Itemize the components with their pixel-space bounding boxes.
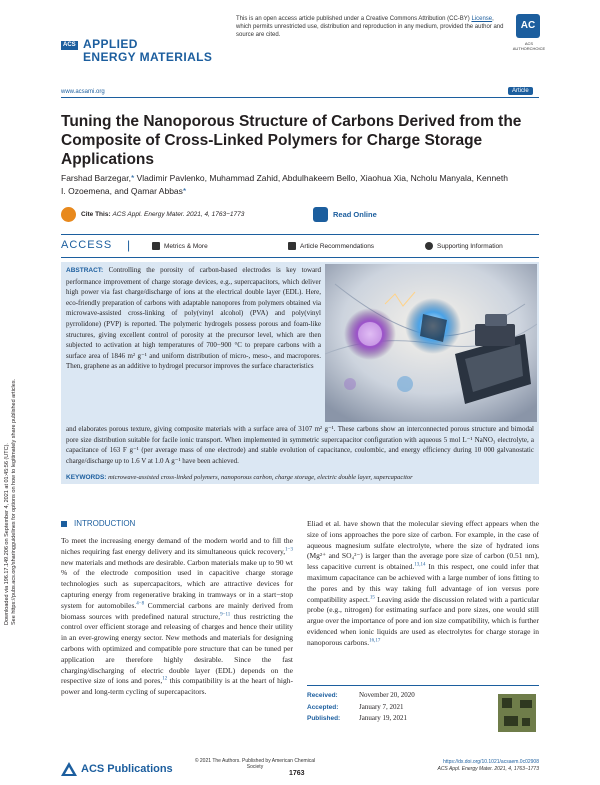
abstract-text-bottom: and elaborates porous texture, giving composite materials with a surface area of 3107 m² g⁻¹. These carbons show an interconnected porous structure and bimodal pore size distribution suitable for facile ionic transport. When implemented in symmetric supercapacitor configuration with aqueous 5 mol L⁻¹ NaNO₃ electrolyte, a capacitance of 163 F g⁻¹ (per average mass of one electrode) and stable evolution of capacitance, coulombic, and energy efficiency during 10 000 galvanostatic charge/discharge up to 1.6 V at 1.0 A g⁻¹ have been achieved. [66,425,534,465]
date-received: Received: November 20, 2020 [307,691,415,699]
reference-link[interactable]: 9−11 [220,612,231,618]
open-access-notice: This is an open access article published under a Creative Commons Attribution (CC-BY) License, which permits unrestricted use, distribution and reproduction in any medium, provided the author and source are cited. [236,16,504,38]
header-rule [61,97,539,98]
download-notice-line2: See https://pubs.acs.org/sharingguidelines for options on how to legitimately share published articles. [11,378,17,625]
journal-logo-line1: APPLIED [83,37,138,51]
section-marker-icon [61,521,67,527]
access-separator: | [127,238,131,252]
supporting-information-link[interactable]: Supporting Information [437,243,503,250]
journal-logo-acs: ACS [63,42,76,48]
body-column-right: Eliad et al. have shown that the molecular sieving effect appears when the size of ions approaches the pore size of carbon. For example, in the case of aqueous magnesium sulfate electrolyte, where the size of hydrated ions (Mg²⁺ and SO₄²⁻) is larger than the average pore size of carbon (0.51 nm), less capacitive current is obtained.$^{13,14}$ In this respect, one could infer that maximum capacitance can be achieved with a large number of ions fitting to the pores and by this way taking full advantage of ion versus pore compatibility aspect.$^{15}$ Leaving aside the discussion related with a particular probe (e.g., nitrogen) for estimating surface and pore sizes, one would still argue over the importance of pore and ion size compatibility, which is further evidenced when ionic liquids are used as electrolytes for charge storage in nanoporous carbons.$^{16,17}$ [307,519,540,647]
access-bar-rule-top [61,234,539,235]
reference-link[interactable]: 4−8 [136,601,145,607]
journal-reference: ACS Appl. Energy Mater. 2021, 4, 1763−1773 [437,765,539,772]
author-list [61,172,511,198]
dates-rule [307,685,539,686]
acs-publications-wordmark[interactable]: ACS Publications [81,763,173,775]
author-choice-badge-icon: AC [516,14,540,38]
article-recommendations-link[interactable]: Article Recommendations [300,243,375,250]
body-column-left: To meet the increasing energy demand of the modern world and to fill the niches requiring fast energy delivery and its simultaneous quick recovery,$^{1-3}$ new materials and methods are desirable. Carbon materials make up to 90 wt % of the electrode composition used in capacitive charge storage technologies such as supercapacitors, which are attractive devices for capturing energy from regenerative braking in tramways or in a start−stop system for automobiles.$^{4-8}$ Commercial carbons are mainly derived from biomass sources with predefined natural structure,$^{9-11}$ thus restricting the control over efficient storage and releasing of charges and hence their utility in an ever-growing energy sector. New methods and materials for designing carbons with optimized and compatible pore structure that can be tuned per application are therefore highly desirable. Since the fast charging/discharging of electric double layer (EDL) depends on the respective size of ions and pores,$^{12}$ this compatibility is at the heart of high-power and long-term cycling of supercapacitors. [61,536,293,697]
reference-link[interactable]: 1−3 [285,547,293,553]
publication-dates [307,690,415,725]
access-bar-rule-bottom [61,257,539,258]
footer-citation [432,759,539,772]
article-type-tag: Article [508,87,533,95]
cite-quote-icon[interactable] [61,207,76,222]
author-group[interactable]: Ncholu Manyala, Kenneth I. Ozoemena, and Qamar Abbas [61,173,508,196]
recommendations-icon[interactable] [288,242,296,250]
copyright-notice: © 2021 The Authors. Published by American Chemical Society [194,758,316,770]
reference-link[interactable]: 15 [369,595,375,601]
author-group[interactable]: Farshad Barzegar, [61,173,131,183]
reference-link[interactable]: 13,14 [414,562,426,568]
corresponding-author-star-icon: * [182,186,187,196]
author-choice-sublabel: AUTHORCHOICE [512,46,546,51]
site-url-link[interactable]: www.acsami.org [61,89,105,95]
abstract-text-top: ABSTRACT: Controlling the porosity of carbon-based electrodes is key toward performance improvement of charge storage devices, e.g., supercapacitors, which deliver high power via fast charge/discharge of ions at the electrical double layer (EDL). Here, eco-friendly preparation of carbons with adaptable nanopores from polymers obtained via microwave-assisted cross-linking of poly(vinyl alcohol) (PVA) and poly(vinyl pyrrolidone) (PVP) is reported. The polymeric hydrogels possess porous and foam-like structures, giving excellent control of porosity at the precursor level, which are then subjected to activation at high temperatures of 700−900 °C to prepare carbons with a surface area of 1846 m² g⁻¹ and uniform distribution of micro-, meso-, and macropores. Then, graphene as an additive to hydrogel precursor improves the surface characteristics [66,266,322,371]
doi-link[interactable]: https://dx.doi.org/10.1021/acsaem.0c02908 [443,759,539,765]
supporting-info-icon[interactable] [425,242,433,250]
acs-publications-logo-icon[interactable] [61,762,77,776]
article-title: Tuning the Nanoporous Structure of Carbons Derived from the Composite of Cross-Linked Polymers for Charge Storage Applications [61,113,522,168]
author-choice-label: ACS [524,41,534,46]
metrics-more-link[interactable]: Metrics & More [164,243,208,250]
corresponding-author-star-icon: * [130,173,135,183]
page-number: 1763 [289,770,305,777]
journal-logo-line2: ENERGY MATERIALS [83,50,213,64]
access-label: ACCESS [61,239,113,251]
toc-graphic-image [325,264,537,422]
metrics-chart-icon[interactable] [152,242,160,250]
section-heading-introduction: INTRODUCTION [74,519,136,528]
date-accepted: Accepted: January 7, 2021 [307,702,404,711]
cover-thumbnail-image[interactable] [498,694,536,732]
download-notice-sidebar [4,230,17,625]
reference-link[interactable]: 16,17 [369,638,381,644]
read-online-icon[interactable] [313,207,328,222]
reference-link[interactable]: 12 [162,676,168,682]
author-group[interactable]: Vladimir Pavlenko, Muhammad Zahid, Abdulhakeem Bello, Xiaohua Xia, [134,173,409,183]
cite-this: Cite This: ACS Appl. Energy Mater. 2021, 4, 1763−1773 [81,211,245,218]
read-online-link[interactable]: Read Online [333,210,377,219]
date-published: Published: January 19, 2021 [307,714,408,722]
keywords: KEYWORDS: microwave-assisted cross-linked polymers, nanoporous carbon, charge storage, electric double layer, supercapacitor [66,474,413,481]
download-notice-line1: Downloaded via 196.17.149.206 on September 4, 2021 at 01:45:56 (UTC). [4,443,10,625]
license-link[interactable]: License [471,16,493,22]
